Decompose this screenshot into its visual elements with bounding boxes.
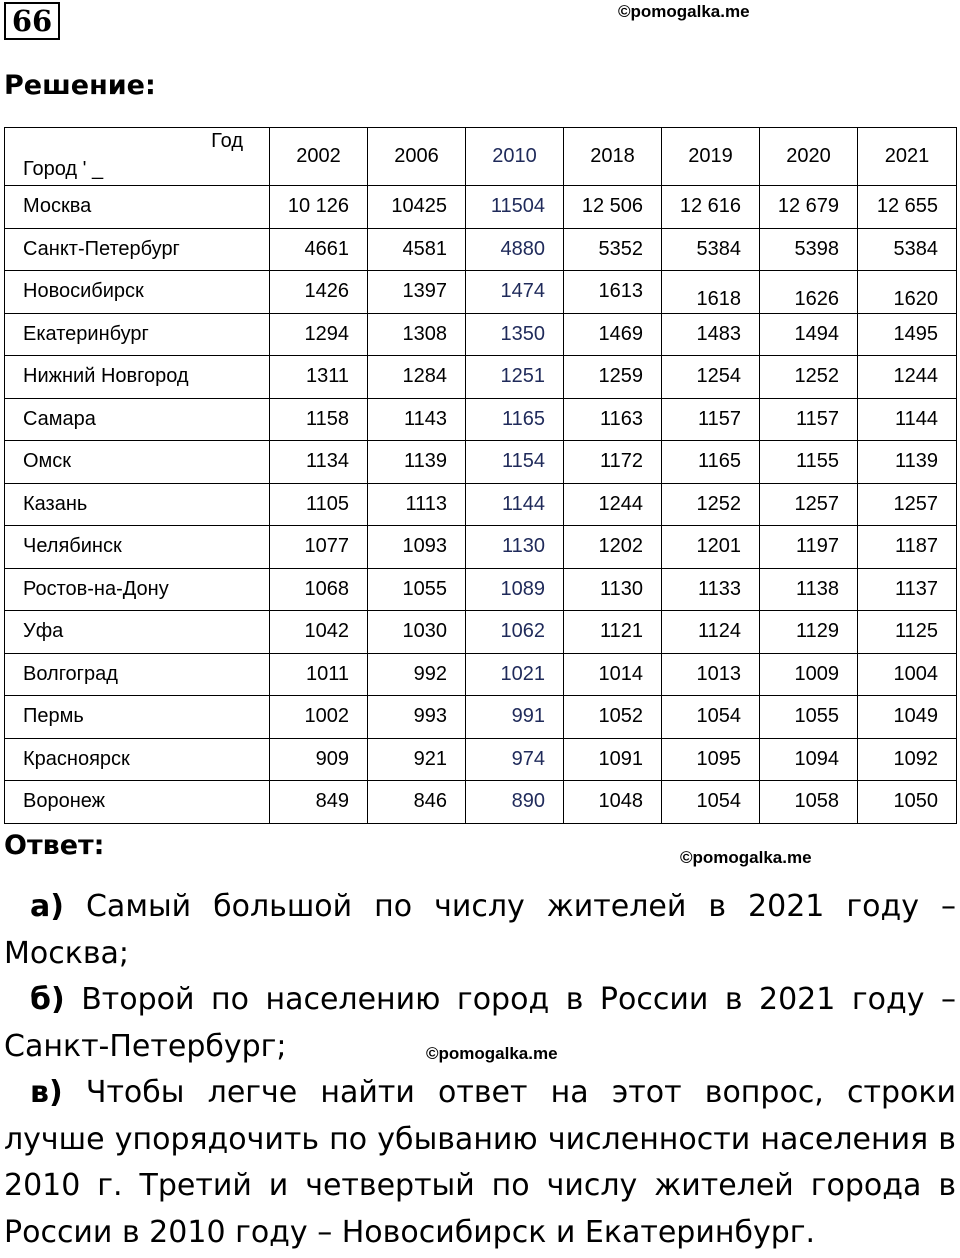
population-cell: 1244 <box>564 483 662 526</box>
answer-label: в) <box>30 1075 63 1110</box>
population-cell: 1252 <box>760 356 858 399</box>
city-name-cell: Санкт-Петербург <box>5 228 270 271</box>
table-row <box>5 483 957 526</box>
table-row <box>5 568 957 611</box>
population-cell: 1197 <box>760 526 858 569</box>
answer-text: Самый большой по числу жителей в 2021 году – Москва; <box>4 889 956 971</box>
answer-c <box>4 1070 956 1256</box>
population-cell: 991 <box>466 696 564 739</box>
city-name-cell: Челябинск <box>5 526 270 569</box>
city-name-cell: Нижний Новгород <box>5 356 270 399</box>
population-cell: 1311 <box>270 356 368 399</box>
city-name-cell: Ростов-на-Дону <box>5 568 270 611</box>
population-cell: 1618 <box>662 271 760 314</box>
population-cell: 1009 <box>760 653 858 696</box>
population-cell: 1144 <box>466 483 564 526</box>
population-cell: 1048 <box>564 781 662 824</box>
table-row <box>5 526 957 569</box>
population-cell: 1062 <box>466 611 564 654</box>
city-name-cell: Воронеж <box>5 781 270 824</box>
population-cell: 1093 <box>368 526 466 569</box>
population-cell: 1139 <box>858 441 957 484</box>
population-cell: 1055 <box>760 696 858 739</box>
population-cell: 1125 <box>858 611 957 654</box>
answer-text: Второй по населению город в России в 2021 году – Санкт-Петербург; <box>4 982 956 1064</box>
population-cell: 1013 <box>662 653 760 696</box>
population-cell: 1158 <box>270 398 368 441</box>
table-row <box>5 781 957 824</box>
population-cell: 1055 <box>368 568 466 611</box>
population-cell: 1049 <box>858 696 957 739</box>
answer-heading: Ответ: <box>4 830 105 861</box>
population-cell: 1002 <box>270 696 368 739</box>
table-row <box>5 738 957 781</box>
table-row <box>5 186 957 229</box>
population-cell: 1068 <box>270 568 368 611</box>
population-cell: 1030 <box>368 611 466 654</box>
population-cell: 909 <box>270 738 368 781</box>
population-cell: 1089 <box>466 568 564 611</box>
city-name-cell: Волгоград <box>5 653 270 696</box>
year-header: 2018 <box>564 128 662 186</box>
answer-label: б) <box>30 982 65 1017</box>
city-name-cell: Красноярск <box>5 738 270 781</box>
population-cell: 1154 <box>466 441 564 484</box>
table-row <box>5 228 957 271</box>
population-cell: 1014 <box>564 653 662 696</box>
answer-a <box>4 884 956 977</box>
year-header: 2019 <box>662 128 760 186</box>
population-cell: 1165 <box>466 398 564 441</box>
city-name-cell: Омск <box>5 441 270 484</box>
population-cell: 1613 <box>564 271 662 314</box>
population-cell: 993 <box>368 696 466 739</box>
population-cell: 1350 <box>466 313 564 356</box>
population-cell: 11504 <box>466 186 564 229</box>
population-cell: 1144 <box>858 398 957 441</box>
population-cell: 1254 <box>662 356 760 399</box>
population-cell: 1021 <box>466 653 564 696</box>
population-cell: 1138 <box>760 568 858 611</box>
table-header-row <box>5 128 957 186</box>
population-cell: 1259 <box>564 356 662 399</box>
population-cell: 1011 <box>270 653 368 696</box>
watermark-bottom: ©pomogalka.me <box>426 1044 558 1063</box>
population-table <box>4 127 957 824</box>
city-name-cell: Самара <box>5 398 270 441</box>
population-cell: 1113 <box>368 483 466 526</box>
population-cell: 1091 <box>564 738 662 781</box>
population-cell: 1165 <box>662 441 760 484</box>
population-cell: 1252 <box>662 483 760 526</box>
population-cell: 1077 <box>270 526 368 569</box>
population-cell: 992 <box>368 653 466 696</box>
table-row <box>5 398 957 441</box>
population-cell: 1187 <box>858 526 957 569</box>
population-cell: 1308 <box>368 313 466 356</box>
population-cell: 974 <box>466 738 564 781</box>
population-cell: 4880 <box>466 228 564 271</box>
population-cell: 4661 <box>270 228 368 271</box>
corner-city-label: Город ' _ <box>23 158 104 180</box>
population-cell: 1105 <box>270 483 368 526</box>
population-cell: 12 655 <box>858 186 957 229</box>
population-cell: 1130 <box>564 568 662 611</box>
population-cell: 1620 <box>858 271 957 314</box>
population-cell: 1054 <box>662 781 760 824</box>
city-name-cell: Казань <box>5 483 270 526</box>
table-row <box>5 696 957 739</box>
population-cell: 5384 <box>662 228 760 271</box>
population-cell: 1137 <box>858 568 957 611</box>
population-cell: 1143 <box>368 398 466 441</box>
population-cell: 4581 <box>368 228 466 271</box>
population-cell: 5352 <box>564 228 662 271</box>
table-row <box>5 271 957 314</box>
task-number: 66 <box>4 2 60 40</box>
answer-text: Чтобы легче найти ответ на этот вопрос, строки лучше упорядочить по убыванию численности населения в 2010 г. Третий и четвертый по числу жителей города в России в 2010 году – Новосибирск и Екатеринбург. <box>4 1075 957 1250</box>
population-cell: 1054 <box>662 696 760 739</box>
corner-year-label: Год <box>211 130 243 152</box>
population-cell: 12 506 <box>564 186 662 229</box>
population-cell: 1251 <box>466 356 564 399</box>
population-cell: 1124 <box>662 611 760 654</box>
answer-label: а) <box>30 889 64 924</box>
population-cell: 890 <box>466 781 564 824</box>
city-name-cell: Пермь <box>5 696 270 739</box>
population-cell: 849 <box>270 781 368 824</box>
year-header: 2021 <box>858 128 957 186</box>
population-cell: 12 679 <box>760 186 858 229</box>
watermark-top: ©pomogalka.me <box>618 2 750 21</box>
table-row <box>5 441 957 484</box>
population-cell: 1244 <box>858 356 957 399</box>
population-cell: 1474 <box>466 271 564 314</box>
population-cell: 1129 <box>760 611 858 654</box>
population-cell: 1494 <box>760 313 858 356</box>
population-cell: 1172 <box>564 441 662 484</box>
population-cell: 1133 <box>662 568 760 611</box>
corner-cell <box>5 128 270 186</box>
population-cell: 1052 <box>564 696 662 739</box>
table-row <box>5 653 957 696</box>
population-cell: 846 <box>368 781 466 824</box>
city-name-cell: Екатеринбург <box>5 313 270 356</box>
population-cell: 1058 <box>760 781 858 824</box>
population-cell: 1284 <box>368 356 466 399</box>
population-cell: 1257 <box>760 483 858 526</box>
population-cell: 1139 <box>368 441 466 484</box>
population-cell: 1469 <box>564 313 662 356</box>
population-cell: 1163 <box>564 398 662 441</box>
population-cell: 1157 <box>760 398 858 441</box>
watermark-middle: ©pomogalka.me <box>680 848 812 867</box>
population-cell: 12 616 <box>662 186 760 229</box>
population-cell: 1426 <box>270 271 368 314</box>
population-cell: 5398 <box>760 228 858 271</box>
population-cell: 1121 <box>564 611 662 654</box>
population-cell: 1397 <box>368 271 466 314</box>
population-cell: 1094 <box>760 738 858 781</box>
year-header: 2006 <box>368 128 466 186</box>
population-cell: 1155 <box>760 441 858 484</box>
population-cell: 1294 <box>270 313 368 356</box>
solution-heading: Решение: <box>4 70 156 101</box>
population-cell: 1050 <box>858 781 957 824</box>
city-name-cell: Москва <box>5 186 270 229</box>
year-header: 2002 <box>270 128 368 186</box>
population-cell: 10 126 <box>270 186 368 229</box>
table-row <box>5 356 957 399</box>
population-cell: 1042 <box>270 611 368 654</box>
population-cell: 1134 <box>270 441 368 484</box>
answers-block <box>4 884 956 1256</box>
population-cell: 1257 <box>858 483 957 526</box>
population-cell: 1483 <box>662 313 760 356</box>
year-header: 2010 <box>466 128 564 186</box>
population-cell: 1201 <box>662 526 760 569</box>
population-cell: 1202 <box>564 526 662 569</box>
population-cell: 921 <box>368 738 466 781</box>
population-cell: 10425 <box>368 186 466 229</box>
city-name-cell: Новосибирск <box>5 271 270 314</box>
table-row <box>5 611 957 654</box>
city-name-cell: Уфа <box>5 611 270 654</box>
table-row <box>5 313 957 356</box>
year-header: 2020 <box>760 128 858 186</box>
population-cell: 1092 <box>858 738 957 781</box>
population-cell: 1626 <box>760 271 858 314</box>
population-cell: 1095 <box>662 738 760 781</box>
population-cell: 1495 <box>858 313 957 356</box>
population-cell: 1004 <box>858 653 957 696</box>
population-cell: 1157 <box>662 398 760 441</box>
population-cell: 5384 <box>858 228 957 271</box>
population-cell: 1130 <box>466 526 564 569</box>
